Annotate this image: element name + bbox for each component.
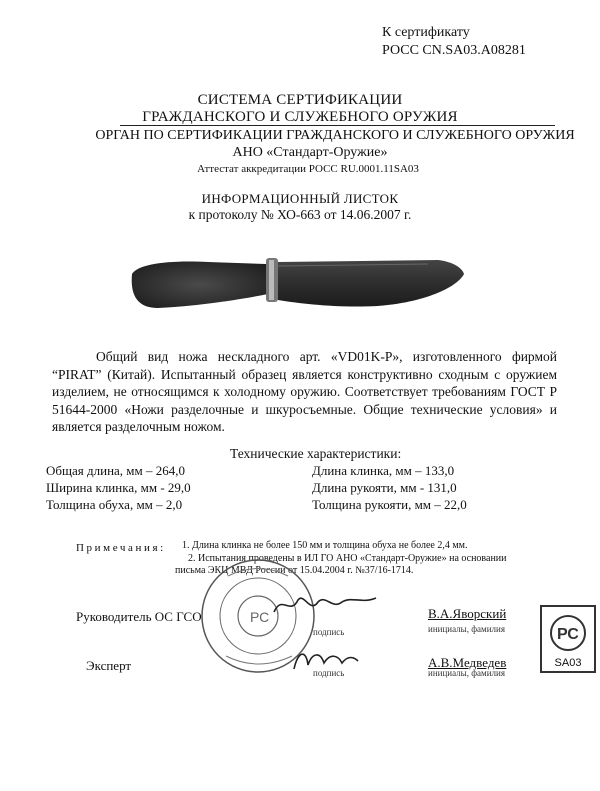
note-2-line-1: 2. Испытания проведены в ИЛ ГО АНО «Стандарт-Оружие» на основании: [188, 553, 507, 564]
knife-image: [128, 244, 468, 316]
reference-line-1: К сертификату: [382, 25, 470, 40]
accreditation: Аттестат аккредитации РОСС RU.0001.11SA03: [197, 163, 419, 175]
expert-sign-caption: подпись: [313, 668, 345, 678]
expert-name: А.В.Медведев: [428, 655, 507, 670]
head-sign-caption: подпись: [313, 627, 345, 637]
certification-mark-logo: [540, 605, 596, 673]
organ-title: ОРГАН ПО СЕРТИФИКАЦИИ ГРАЖДАНСКОГО И СЛУЖЕБНОГО ОРУЖИЯ: [95, 128, 575, 143]
head-signature: [270, 590, 380, 620]
notes-block: [76, 538, 166, 556]
svg-text:РС: РС: [250, 609, 270, 625]
head-name: В.А.Яворский: [428, 606, 507, 621]
head-name-caption: инициалы, фамилия: [428, 624, 505, 634]
spec-handle-thickness: Толщина рукояти, мм – 22,0: [312, 497, 467, 512]
expert-name-caption: инициалы, фамилия: [428, 668, 505, 678]
notes-label: Примечания:: [76, 542, 166, 554]
logo-code: SA03: [554, 657, 582, 669]
expert-label: Эксперт: [86, 658, 132, 673]
specs-left-column: [46, 462, 191, 513]
system-title-line-1: СИСТЕМА СЕРТИФИКАЦИИ: [197, 92, 403, 108]
head-label: Руководитель ОС ГСО: [76, 609, 202, 624]
specs-title: Технические характеристики:: [230, 446, 402, 461]
spec-total-length: Общая длина, мм – 264,0: [46, 463, 186, 478]
spec-handle-length: Длина рукояти, мм - 131,0: [312, 480, 457, 495]
description-paragraph: Общий вид ножа нескладного арт. «VD01K-P», изготовленного фирмой “PIRAT” (Китай). Испытанный образец является конструктивно сходным с оружием изделием, не относящимся к холодному оружию. Соответствует требованиям ГОСТ Р 51644-2000 «Ножи разделочные и шкуросъемные. Общие технические условия» и является разделочным ножом.: [52, 349, 557, 434]
spec-blade-width: Ширина клинка, мм - 29,0: [46, 480, 191, 495]
rst-mark-icon: [542, 611, 594, 655]
org-name: АНО «Стандарт-Оружие»: [232, 145, 388, 160]
note-2-line-2: письма ЭКЦ МВД России от 15.04.2004 г. №37/16-1714.: [175, 565, 414, 576]
info-sheet-title: ИНФОРМАЦИОННЫЙ ЛИСТОК: [201, 191, 399, 206]
protocol-line: к протоколу № ХО-663 от 14.06.2007 г.: [188, 207, 412, 222]
reference-line-2: РОСС CN.SA03.А08281: [382, 43, 526, 58]
header-divider: [120, 125, 555, 126]
spec-blade-length: Длина клинка, мм – 133,0: [312, 463, 455, 478]
system-title-line-2: ГРАЖДАНСКОГО И СЛУЖЕБНОГО ОРУЖИЯ: [142, 109, 458, 125]
note-1: 1. Длина клинка не более 150 мм и толщина обуха не более 2,4 мм.: [182, 540, 468, 551]
specs-right-column: [312, 462, 467, 513]
certificate-reference: [382, 24, 526, 60]
svg-text:РС: РС: [557, 626, 579, 643]
spec-spine-thickness: Толщина обуха, мм – 2,0: [46, 497, 183, 512]
